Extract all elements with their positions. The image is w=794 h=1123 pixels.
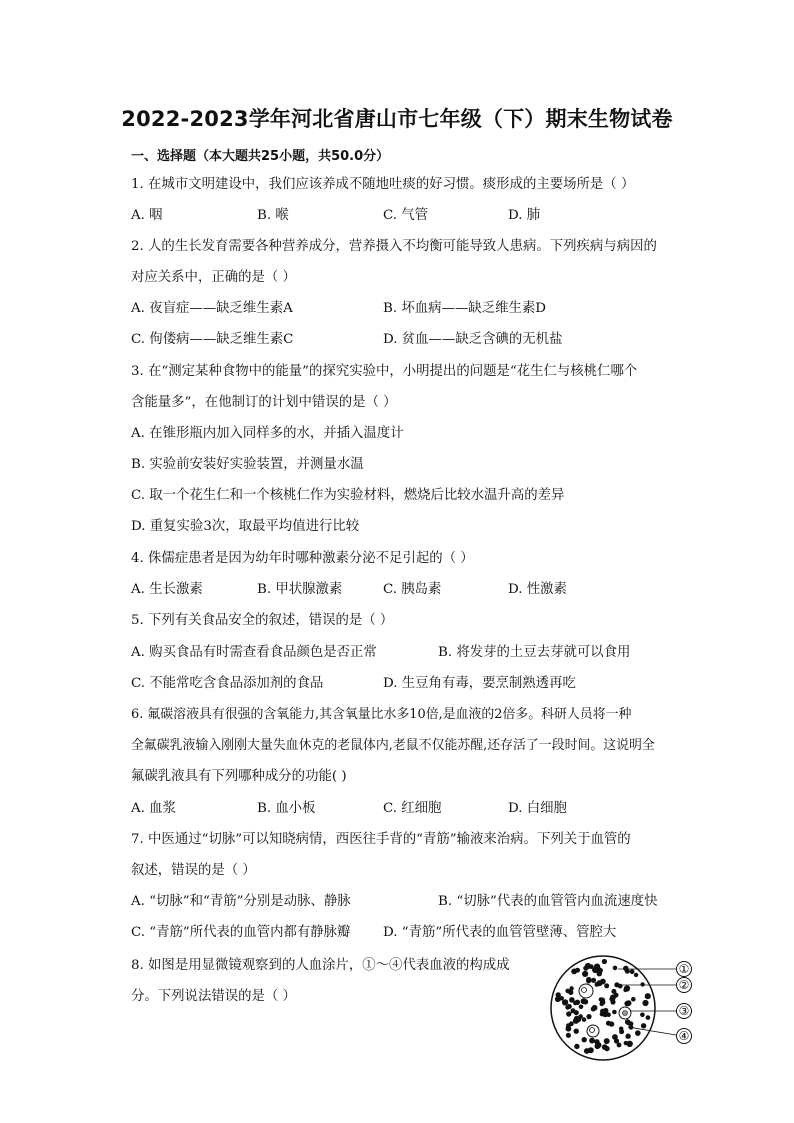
red-blood-cell: [583, 966, 588, 971]
red-blood-cell: [645, 993, 651, 999]
red-blood-cell: [625, 1034, 630, 1039]
red-blood-cell: [579, 1005, 584, 1010]
figure-label-2: ②: [676, 977, 692, 993]
red-blood-cell: [624, 1041, 628, 1045]
q1-option-b: B. 喉: [257, 208, 289, 223]
section-heading: 一、选择题（本大题共25小题，共50.0分）: [131, 149, 390, 164]
red-blood-cell: [612, 1034, 618, 1040]
white-blood-cell: [587, 1025, 599, 1037]
q7-option-a: A. “切脉”和“青筋”分别是动脉、静脉: [131, 894, 351, 909]
q5-stem: 5. 下列有关食品安全的叙述，错误的是（ ）: [131, 613, 394, 628]
red-blood-cell: [646, 1015, 651, 1020]
q3-stem-line2: 含能量多”，在他制订的计划中错误的是（ ）: [131, 395, 397, 410]
figure-label-4: ④: [676, 1028, 692, 1044]
red-blood-cell: [574, 1029, 579, 1034]
red-blood-cell: [641, 1023, 646, 1028]
red-blood-cell: [556, 992, 561, 997]
q7-stem-line1: 7. 中医通过“切脉”可以知晓病情，西医往手背的“青筋”输液来治病。下列关于血管的: [131, 832, 631, 847]
q6-stem-line1: 6. 氟碳溶液具有很强的含氧能力,其含氧量比水多10倍,是血液的2倍多。科研人员将一种: [131, 707, 632, 722]
figure-label-1: ①: [676, 961, 692, 977]
red-blood-cell: [575, 968, 580, 973]
red-blood-cell: [623, 988, 627, 992]
q8-stem-line2: 分。下列说法错误的是（ ）: [131, 989, 296, 1004]
red-blood-cell: [634, 973, 638, 977]
red-blood-cell: [624, 1001, 630, 1007]
red-blood-cell: [569, 1021, 574, 1026]
red-blood-cell: [565, 989, 570, 994]
q3-option-c: C. 取一个花生仁和一个核桃仁作为实验材料，燃烧后比较水温升高的差异: [131, 488, 565, 503]
q4-option-b: B. 甲状腺激素: [257, 582, 343, 597]
q5-option-c: C. 不能常吃含食品添加剂的食品: [131, 676, 324, 691]
q7-stem-line2: 叙述，错误的是（ ）: [131, 863, 256, 878]
q2-option-b: B. 坏血病——缺乏维生素D: [383, 301, 546, 316]
red-blood-cell: [586, 1014, 591, 1019]
red-blood-cell: [640, 982, 644, 986]
q6-stem-line2: 全氟碳乳液输入刚刚大量失血休克的老鼠体内,老鼠不仅能苏醒,还存活了一段时间。这说明全: [131, 738, 655, 753]
red-blood-cell: [571, 1008, 576, 1013]
red-blood-cell: [588, 1047, 594, 1053]
q3-stem-line1: 3. 在“测定某种食物中的能量”的探究实验中，小明提出的问题是“花生仁与核桃仁哪个: [131, 364, 638, 379]
q1-option-c: C. 气管: [383, 208, 429, 223]
q2-option-d: D. 贫血——缺乏含碘的无机盐: [383, 332, 563, 347]
red-blood-cell: [566, 1033, 571, 1038]
red-blood-cell: [612, 1010, 617, 1015]
q3-option-b: B. 实验前安装好实验装置，并测量水温: [131, 457, 364, 472]
red-blood-cell: [631, 997, 636, 1002]
red-blood-cell: [586, 979, 591, 984]
red-blood-cell: [614, 982, 619, 987]
q2-option-c: C. 佝偻病——缺乏维生素C: [131, 332, 294, 347]
red-blood-cell: [594, 964, 600, 970]
red-blood-cell: [600, 1000, 605, 1005]
q7-option-b: B. “切脉”代表的血管管内血流速度快: [438, 894, 658, 909]
red-blood-cell: [602, 1044, 608, 1050]
red-blood-cell: [625, 1019, 631, 1025]
q4-stem: 4. 侏儒症患者是因为幼年时哪种激素分泌不足引起的（ ）: [131, 551, 474, 566]
red-blood-cell: [582, 971, 588, 977]
red-blood-cell: [600, 1009, 605, 1014]
red-blood-cell: [604, 1038, 610, 1044]
red-blood-cell: [614, 993, 619, 998]
white-blood-cell-nucleus: [623, 1011, 628, 1016]
red-blood-cell: [597, 971, 602, 976]
red-blood-cell: [604, 983, 609, 988]
red-blood-cell: [619, 1027, 623, 1031]
q2-stem-line1: 2. 人的生长发育需要各种营养成分，营养摄入不均衡可能导致人患病。下列疾病与病因的: [131, 239, 657, 254]
red-blood-cell: [597, 980, 603, 986]
q5-option-d: D. 生豆角有毒，要烹制熟透再吃: [383, 676, 576, 691]
blood-smear-figure: [548, 953, 698, 1063]
red-blood-cell: [567, 1004, 572, 1009]
red-blood-cell: [574, 1044, 579, 1049]
q6-option-d: D. 白细胞: [508, 801, 567, 816]
red-blood-cell: [623, 966, 628, 971]
figure-label-3: ③: [676, 1003, 692, 1019]
q8-stem-line1: 8. 如图是用显微镜观察到的人血涂片，①～④代表血液的构成成: [131, 958, 510, 973]
red-blood-cell: [566, 1011, 571, 1016]
exam-title: 2022-2023学年河北省唐山市七年级（下）期末生物试卷: [121, 107, 673, 131]
q6-option-b: B. 血小板: [257, 801, 316, 816]
red-blood-cell: [576, 1017, 581, 1022]
q6-stem-line3: 氟碳乳液具有下列哪种成分的功能( ): [131, 769, 347, 784]
q2-stem-line2: 对应关系中，正确的是（ ）: [131, 270, 296, 285]
q2-option-a: A. 夜盲症——缺乏维生素A: [131, 301, 293, 316]
red-blood-cell: [609, 1021, 614, 1026]
q3-option-a: A. 在锥形瓶内加入同样多的水，并插入温度计: [131, 426, 404, 441]
red-blood-cell: [591, 978, 596, 983]
q7-option-c: C. “青筋”所代表的血管内都有静脉瓣: [131, 925, 351, 940]
red-blood-cell: [602, 959, 607, 964]
q5-option-b: B. 将发芽的土豆去芽就可以食用: [438, 645, 631, 660]
q6-option-a: A. 血浆: [131, 801, 176, 816]
red-blood-cell: [581, 998, 587, 1004]
red-blood-cell: [597, 1042, 602, 1047]
red-blood-cell: [635, 1030, 641, 1036]
q4-option-c: C. 胰岛素: [383, 582, 442, 597]
red-blood-cell: [573, 1001, 578, 1006]
red-blood-cell: [613, 966, 618, 971]
red-blood-cell: [582, 1037, 587, 1042]
q6-option-c: C. 红细胞: [383, 801, 442, 816]
red-blood-cell: [591, 1007, 596, 1012]
q3-option-d: D. 重复实验3次，取最平均值进行比较: [131, 519, 360, 534]
red-blood-cell: [630, 969, 635, 974]
q4-option-d: D. 性激素: [508, 582, 567, 597]
red-blood-cell: [582, 1017, 587, 1022]
red-blood-cell: [640, 1013, 645, 1018]
red-blood-cell: [589, 1038, 595, 1044]
q1-stem: 1. 在城市文明建设中，我们应该养成不随地吐痰的好习惯。痰形成的主要场所是（ ）: [131, 177, 635, 192]
q5-option-a: A. 购买食品有时需查看食品颜色是否正常: [131, 645, 377, 660]
q7-option-d: D. “青筋”所代表的血管管壁薄、管腔大: [383, 925, 617, 940]
red-blood-cell: [642, 1000, 648, 1006]
q1-option-d: D. 肺: [508, 208, 541, 223]
q1-option-a: A. 咽: [131, 208, 163, 223]
q4-option-a: A. 生长激素: [131, 582, 203, 597]
